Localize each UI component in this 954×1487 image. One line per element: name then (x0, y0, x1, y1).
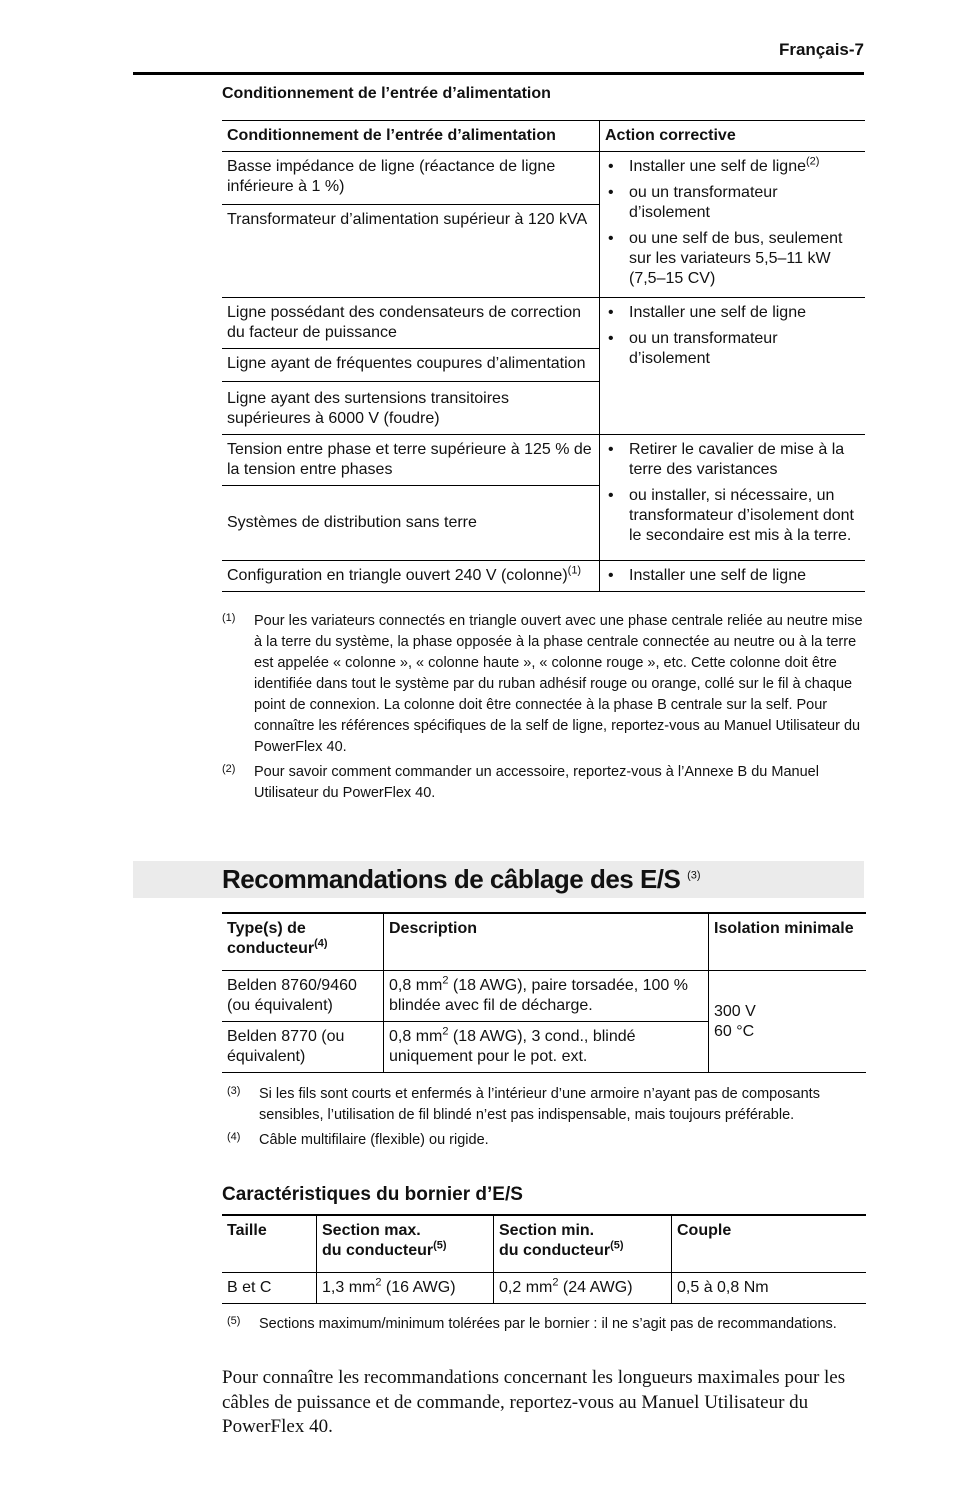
action-item: • Retirer le cavalier de mise à la terre des varistances (605, 440, 860, 480)
footnote-number: (1) (222, 612, 236, 624)
footnote-3 (227, 1084, 867, 1126)
action-cell (600, 561, 866, 592)
condition-cell: Ligne possédant des condensateurs de correction du facteur de puissance (222, 298, 600, 349)
table-row (222, 298, 865, 349)
table1-caption: Conditionnement de l’entrée d’alimentation (222, 85, 551, 102)
condition-cell: Configuration en triangle ouvert 240 V (colonne)$^{(1)}$ (222, 561, 600, 592)
footnote-number: (3) (227, 1085, 241, 1097)
footnote-1 (222, 611, 867, 758)
condition-cell: Basse impédance de ligne (réactance de ligne inférieure à 1 %) (222, 152, 600, 205)
section-title-terminal-block: Caractéristiques du bornier d’E/S (222, 1184, 523, 1205)
table-header-row (222, 121, 865, 152)
condition-cell: Ligne ayant des surtensions transitoires supérieures à 6000 V (foudre) (222, 382, 600, 435)
power-conditioning-table (222, 120, 865, 592)
footnote-ref: (5) (433, 1239, 447, 1252)
action-item: • Installer une self de ligne (605, 303, 860, 323)
insulation-cell (709, 971, 867, 1073)
conductor-type-cell: Belden 8770 (ou équivalent) (222, 1022, 384, 1073)
footnote-4 (227, 1130, 867, 1151)
section-title-io-wiring: Recommandations de câblage des E/S $^{(3)}$ (222, 864, 701, 894)
min-section-cell: 0,2 $mm^2$ (24 AWG) (494, 1273, 672, 1304)
col-header-action: Action corrective (600, 121, 866, 152)
footnote-text: Si les fils sont courts et enfermés à l’intérieur d’une armoire n’ayant pas de composants sensibles, l’utilisation de fil blindé n’est pas indispensable, mais toujours préférable. (259, 1086, 820, 1123)
col-header-min-section: Section min. du conducteur$^{(5)}$ (494, 1215, 672, 1273)
footnote-ref: (4) (314, 937, 328, 950)
condition-cell: Transformateur d’alimentation supérieur à 120 kVA (222, 205, 600, 298)
action-item: • Installer une self de ligne (605, 566, 860, 586)
footnote-text: Pour les variateurs connectés en triangle ouvert avec une phase centrale reliée au neutre mise à la terre du système, la phase opposée à la phase centrale connectée au neutre ou à la terre est appelée « colonne », « colonne haute », « colonne rouge », etc. Cette colonne doit être identifiée dans tout le système par du ruban adhésif rouge ou orange, collé sur le fil à chaque point de connexion. La colonne doit être connectée à la phase B centrale sur la self. Pour connaître les références spécifiques de la self de ligne, reportez-vous au Manuel Utilisateur du PowerFlex 40. (254, 613, 863, 755)
action-cell (600, 152, 866, 298)
footnote-text: Pour savoir comment commander un accessoire, reportez-vous à l’Annexe B du Manuel Utilisateur du PowerFlex 40. (254, 764, 819, 801)
footnote-ref: (5) (610, 1239, 624, 1252)
action-item: • ou une self de bus, seulement sur les variateurs 5,5–11 kW (7,5–15 CV) (605, 229, 860, 289)
torque-cell: 0,5 à 0,8 Nm (672, 1273, 867, 1304)
col-header-insulation: Isolation minimale (709, 913, 867, 971)
col-header-condition: Conditionnement de l’entrée d’alimentation (222, 121, 600, 152)
action-item: • ou un transformateur d’isolement (605, 329, 860, 369)
action-item: • ou installer, si nécessaire, un transformateur d’isolement dont le secondaire est mis à la terre. (605, 486, 860, 546)
footnote-ref: (2) (806, 155, 820, 168)
col-header-conductor-type: Type(s) de conducteur$^{(4)}$ (222, 913, 384, 971)
insulation-temperature: 60 °C (714, 1022, 755, 1040)
col-header-size: Taille (222, 1215, 317, 1273)
col-header-description: Description (384, 913, 709, 971)
action-cell (600, 298, 866, 435)
conductor-type-cell: Belden 8760/9460 (ou équivalent) (222, 971, 384, 1022)
condition-cell: Systèmes de distribution sans terre (222, 486, 600, 561)
footnote-ref: (1) (567, 564, 582, 577)
table-row (222, 561, 865, 592)
col-header-max-section: Section max. du conducteur$^{(5)}$ (317, 1215, 494, 1273)
action-cell (600, 435, 866, 561)
header-rule (133, 72, 864, 75)
footnote-text: Câble multifilaire (flexible) ou rigide. (259, 1132, 489, 1148)
footnote-text: Sections maximum/minimum tolérées par le bornier : il ne s’agit pas de recommandations. (259, 1316, 837, 1332)
footnote-number: (5) (227, 1315, 241, 1327)
condition-cell: Tension entre phase et terre supérieure à 125 % de la tension entre phases (222, 435, 600, 486)
terminal-block-table (222, 1214, 866, 1304)
table-row (222, 1273, 866, 1304)
table-header-row (222, 913, 866, 971)
action-item: • Installer une self de ligne$^{(2)}$ (605, 157, 860, 177)
table-row (222, 435, 865, 486)
table-header-row (222, 1215, 866, 1273)
footnote-number: (4) (227, 1131, 241, 1143)
max-section-cell: 1,3 $mm^2$ (16 AWG) (317, 1273, 494, 1304)
table-row (222, 971, 866, 1022)
closing-paragraph: Pour connaître les recommandations concernant les longueurs maximales pour les câbles de puissance et de commande, reportez-vous au Manuel Utilisateur du PowerFlex 40. (222, 1367, 846, 1437)
footnote-ref: (3) (687, 869, 701, 882)
size-cell: B et C (222, 1273, 317, 1304)
description-cell: 0,8 $mm^2$ (18 AWG), paire torsadée, 100 % blindée avec fil de décharge. (384, 971, 709, 1022)
description-cell: 0,8 $mm^2$ (18 AWG), 3 cond., blindé uniquement pour le pot. ext. (384, 1022, 709, 1073)
footnote-5 (227, 1314, 872, 1335)
page-header-label: Français-7 (778, 40, 864, 59)
action-item: • ou un transformateur d’isolement (605, 183, 860, 223)
table-row (222, 152, 865, 205)
footnote-number: (2) (222, 763, 236, 775)
col-header-torque: Couple (672, 1215, 867, 1273)
io-wiring-table (222, 912, 866, 1073)
insulation-voltage: 300 V (714, 1002, 756, 1020)
footnote-2 (222, 762, 867, 804)
condition-cell: Ligne ayant de fréquentes coupures d’alimentation (222, 349, 600, 382)
